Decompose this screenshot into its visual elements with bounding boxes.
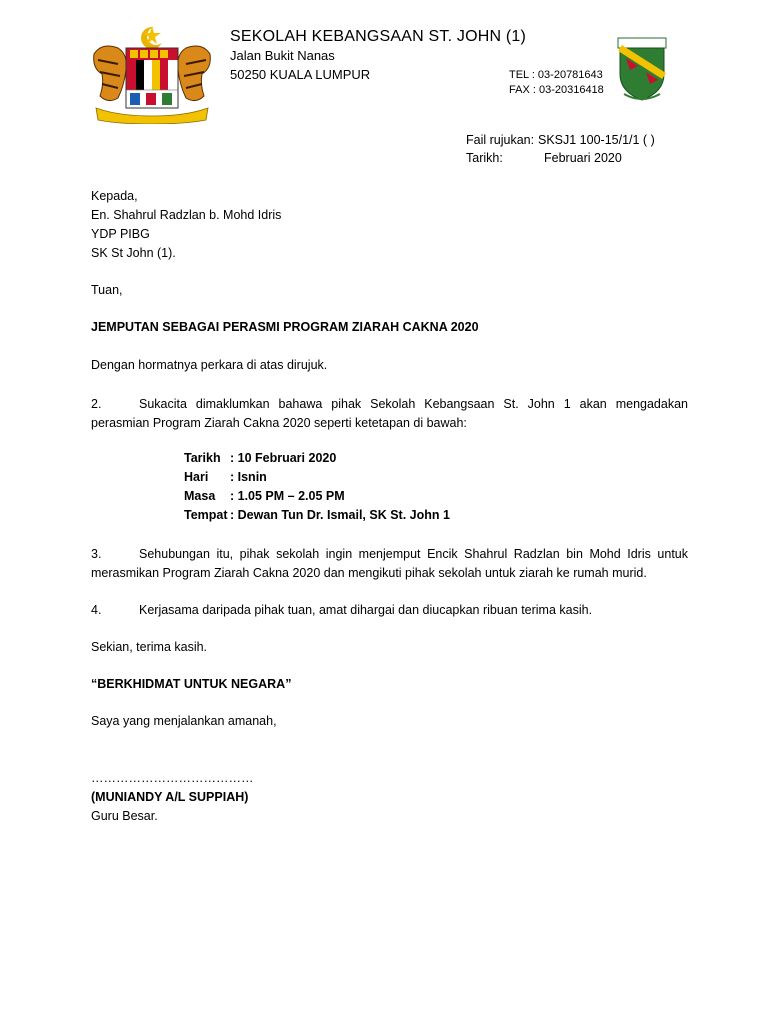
trust-line: Saya yang menjalankan amanah,	[91, 714, 277, 728]
detail-value: : Isnin	[230, 470, 267, 484]
recipient-line-4: SK St John (1).	[91, 246, 176, 260]
recipient-line-1: Kepada,	[91, 189, 138, 203]
address-line-2: 50250 KUALA LUMPUR	[230, 67, 371, 82]
telephone-number: TEL : 03-20781643	[509, 69, 603, 81]
address-line-1: Jalan Bukit Nanas	[230, 48, 335, 63]
paragraph-2-text: Sukacita dimaklumkan bahawa pihak Sekolah Kebangsaan St. John 1 akan mengadakan perasmian Program Ziarah Cakna 2020 seperti ketetapan di bawah:	[91, 397, 688, 430]
detail-value: : 10 Februari 2020	[230, 451, 337, 465]
school-name: SEKOLAH KEBANGSAAN ST. JOHN (1)	[230, 28, 527, 45]
detail-value: : Dewan Tun Dr. Ismail, SK St. John 1	[230, 508, 450, 522]
opening-line: Dengan hormatnya perkara di atas dirujuk.	[91, 358, 328, 372]
paragraph-2	[91, 395, 688, 432]
date-label: Tarikh:	[466, 151, 503, 165]
paragraph-3-number: 3.	[91, 547, 102, 561]
coat-of-arms-icon	[88, 24, 216, 124]
detail-label: Hari	[184, 470, 209, 484]
letter-subject: JEMPUTAN SEBAGAI PERASMI PROGRAM ZIARAH CAKNA 2020	[91, 320, 479, 334]
signature-dots: …………………………………	[91, 771, 254, 785]
paragraph-3	[91, 545, 688, 582]
recipient-line-3: YDP PIBG	[91, 227, 150, 241]
paragraph-4-number: 4.	[91, 603, 102, 617]
recipient-line-2: En. Shahrul Radzlan b. Mohd Idris	[91, 208, 282, 222]
school-crest-icon	[616, 36, 668, 102]
paragraph-3-text: Sehubungan itu, pihak sekolah ingin menjemput Encik Shahrul Radzlan bin Mohd Idris untuk merasmikan Program Ziarah Cakna 2020 dan mengikuti pihak sekolah untuk ziarah ke rumah murid.	[91, 547, 688, 580]
detail-label: Tarikh	[184, 451, 221, 465]
paragraph-2-number: 2.	[91, 397, 102, 411]
salutation: Tuan,	[91, 283, 123, 297]
signatory-name: (MUNIANDY A/L SUPPIAH)	[91, 790, 249, 804]
paragraph-4-text: Kerjasama daripada pihak tuan, amat dihargai dan diucapkan ribuan terima kasih.	[139, 603, 593, 617]
detail-value: : 1.05 PM – 2.05 PM	[230, 489, 345, 503]
detail-label: Masa	[184, 489, 216, 503]
file-reference-label: Fail rujukan:	[466, 133, 535, 147]
motto: “BERKHIDMAT UNTUK NEGARA”	[91, 677, 292, 691]
detail-row	[184, 489, 345, 503]
fax-number: FAX : 03-20316418	[509, 84, 604, 96]
file-reference-value: SKSJ1 100-15/1/1 ( )	[538, 133, 655, 147]
closing-line: Sekian, terima kasih.	[91, 640, 208, 654]
detail-label: Tempat	[184, 508, 228, 522]
detail-row	[184, 508, 450, 522]
detail-row	[184, 470, 267, 484]
signatory-title: Guru Besar.	[91, 809, 158, 823]
paragraph-4	[91, 601, 688, 620]
detail-row	[184, 451, 336, 465]
date-value: Februari 2020	[544, 151, 622, 165]
